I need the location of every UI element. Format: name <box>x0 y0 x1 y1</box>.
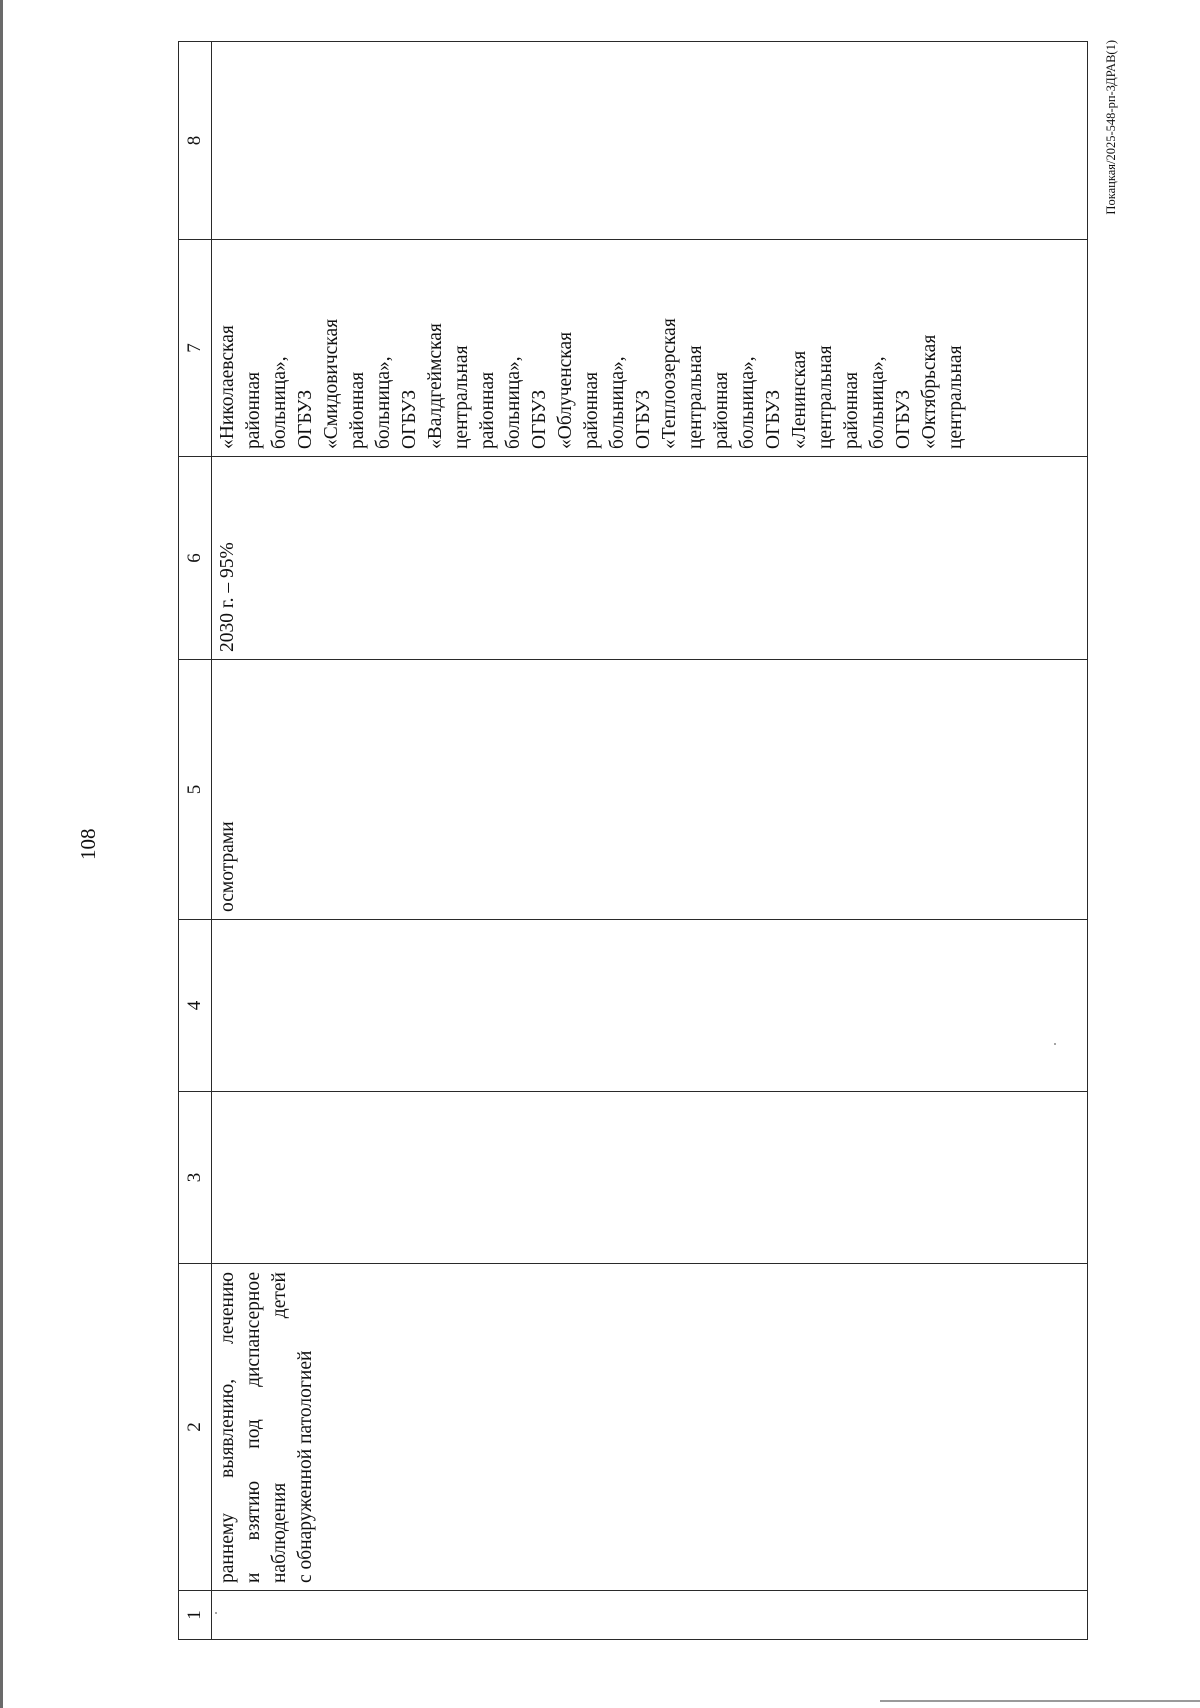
text-line: ОГБУЗ <box>633 389 654 449</box>
text-line: «Октябрьская <box>919 334 940 449</box>
rotated-document-page <box>0 40 1124 1692</box>
target-value: 2030 г. – 95% <box>217 542 238 652</box>
measure-description <box>212 1264 319 1590</box>
text-line: больница», <box>737 356 758 449</box>
header-cell-2: 2 <box>179 1264 212 1591</box>
text-line: больница», <box>867 356 888 449</box>
text-line: раннему выявлению, лечению <box>217 1272 238 1583</box>
cell-col5 <box>212 660 1088 920</box>
text-line: с обнаруженной патологией <box>295 1350 316 1583</box>
text-line: «Николаевская <box>217 325 238 449</box>
text-line: больница», <box>503 356 524 449</box>
text-line: центральная <box>945 345 966 449</box>
text-line: районная <box>711 371 732 449</box>
cell-col1 <box>212 1591 1088 1640</box>
cell-col3 <box>212 1092 1088 1264</box>
text-line: больница», <box>269 356 290 449</box>
text-line: центральная <box>451 345 472 449</box>
text-line: «Теплоозерская <box>659 318 680 449</box>
text-line: и взятию под диспансерное <box>243 1272 264 1583</box>
cell-col8 <box>212 42 1088 240</box>
text-line: «Облученская <box>555 331 576 449</box>
text-line: районная <box>581 371 602 449</box>
text-line: районная <box>243 371 264 449</box>
header-cell-7: 7 <box>179 240 212 457</box>
header-cell-4: 4 <box>179 920 212 1092</box>
text-line: больница», <box>607 356 628 449</box>
executors-list <box>212 240 969 456</box>
text-line: ОГБУЗ <box>295 389 316 449</box>
text-line: наблюдения детей <box>269 1272 290 1583</box>
text-line: «Валдгеймская <box>425 323 446 449</box>
header-row <box>179 42 212 1640</box>
cell-col4 <box>212 920 1088 1092</box>
footer-document-code: Покацкая/2025-548-рп-ЗДРАВ(1) <box>1104 40 1118 215</box>
table-row <box>212 42 1088 1640</box>
text-line: районная <box>841 371 862 449</box>
page-number: 108 <box>76 828 100 860</box>
header-cell-6: 6 <box>179 457 212 660</box>
text-line: ОГБУЗ <box>763 389 784 449</box>
indicator-text: осмотрами <box>217 821 238 912</box>
text-line: ОГБУЗ <box>399 389 420 449</box>
header-cell-3: 3 <box>179 1092 212 1264</box>
cell-col7 <box>212 240 1088 457</box>
text-line: центральная <box>815 345 836 449</box>
cell-col2 <box>212 1264 1088 1591</box>
header-cell-8: 8 <box>179 42 212 240</box>
text-line: «Ленинская <box>789 350 810 449</box>
text-line: центральная <box>685 345 706 449</box>
text-line: районная <box>347 371 368 449</box>
scan-bottom-edge <box>880 1700 1200 1702</box>
document-table <box>178 41 1088 1640</box>
text-line: ОГБУЗ <box>529 389 550 449</box>
text-line: ОГБУЗ <box>893 389 914 449</box>
header-cell-5: 5 <box>179 660 212 920</box>
cell-col6 <box>212 457 1088 660</box>
text-line: больница», <box>373 356 394 449</box>
header-cell-1: 1 <box>179 1591 212 1640</box>
text-line: районная <box>477 371 498 449</box>
text-line: «Смидовичская <box>321 318 342 449</box>
